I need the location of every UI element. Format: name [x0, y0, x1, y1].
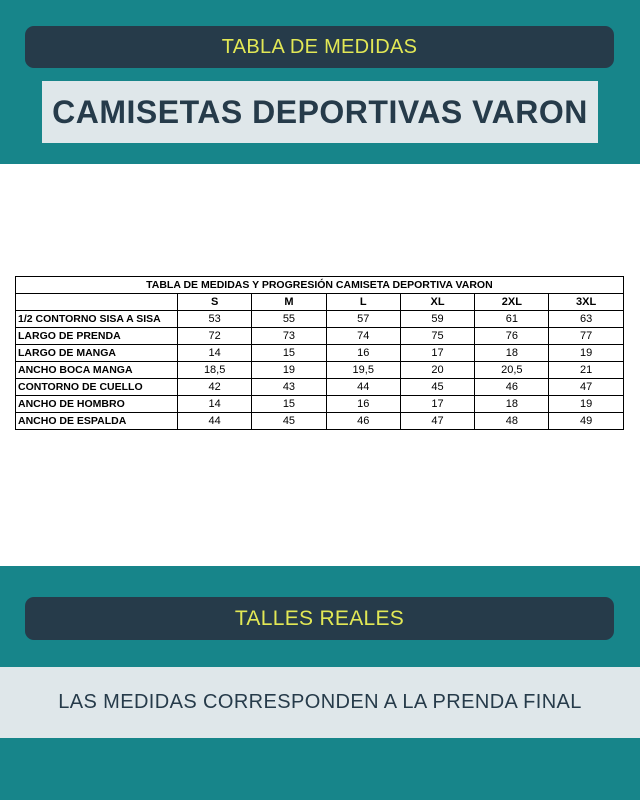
header-pill [25, 26, 614, 68]
table-caption-row [16, 277, 624, 294]
footer-pill [25, 597, 614, 640]
table-cell: 15 [252, 345, 326, 362]
table-cell: 14 [178, 345, 252, 362]
row-label: ANCHO DE ESPALDA [16, 413, 178, 430]
footer-note-box [0, 667, 640, 738]
table-cell: 44 [178, 413, 252, 430]
size-table-container [15, 276, 623, 430]
table-caption: TABLA DE MEDIDAS Y PROGRESIÓN CAMISETA DEPORTIVA VARON [16, 277, 624, 294]
table-row [16, 311, 624, 328]
table-cell: 45 [252, 413, 326, 430]
size-header: L [326, 294, 400, 311]
table-header-row [16, 294, 624, 311]
size-header: S [178, 294, 252, 311]
table-cell: 19 [252, 362, 326, 379]
table-cell: 72 [178, 328, 252, 345]
table-cell: 46 [475, 379, 549, 396]
table-corner-cell [16, 294, 178, 311]
footer-note: LAS MEDIDAS CORRESPONDEN A LA PRENDA FINAL [58, 691, 582, 713]
table-cell: 17 [400, 345, 474, 362]
table-cell: 74 [326, 328, 400, 345]
table-row [16, 345, 624, 362]
table-cell: 47 [400, 413, 474, 430]
table-cell: 21 [549, 362, 623, 379]
table-cell: 16 [326, 396, 400, 413]
size-header: M [252, 294, 326, 311]
table-cell: 55 [252, 311, 326, 328]
table-cell: 76 [475, 328, 549, 345]
size-header: XL [400, 294, 474, 311]
table-cell: 57 [326, 311, 400, 328]
row-label: CONTORNO DE CUELLO [16, 379, 178, 396]
table-cell: 61 [475, 311, 549, 328]
table-cell: 77 [549, 328, 623, 345]
footer-pill-label: TALLES REALES [234, 606, 405, 630]
table-cell: 20,5 [475, 362, 549, 379]
table-cell: 45 [400, 379, 474, 396]
table-row [16, 328, 624, 345]
table-cell: 19 [549, 345, 623, 362]
table-cell: 43 [252, 379, 326, 396]
table-cell: 59 [400, 311, 474, 328]
table-cell: 16 [326, 345, 400, 362]
size-header: 2XL [475, 294, 549, 311]
page-title-box [42, 81, 598, 143]
table-cell: 19 [549, 396, 623, 413]
page-title: CAMISETAS DEPORTIVAS VARON [52, 93, 588, 130]
table-cell: 20 [400, 362, 474, 379]
table-row [16, 362, 624, 379]
table-cell: 48 [475, 413, 549, 430]
table-cell: 75 [400, 328, 474, 345]
size-header: 3XL [549, 294, 623, 311]
table-cell: 47 [549, 379, 623, 396]
table-row [16, 396, 624, 413]
row-label: LARGO DE MANGA [16, 345, 178, 362]
table-cell: 14 [178, 396, 252, 413]
table-cell: 19,5 [326, 362, 400, 379]
table-cell: 53 [178, 311, 252, 328]
table-cell: 18 [475, 396, 549, 413]
table-cell: 17 [400, 396, 474, 413]
row-label: ANCHO DE HOMBRO [16, 396, 178, 413]
header-pill-label: TABLA DE MEDIDAS [221, 35, 418, 58]
table-row [16, 413, 624, 430]
size-table [15, 276, 624, 430]
row-label: ANCHO BOCA MANGA [16, 362, 178, 379]
table-cell: 49 [549, 413, 623, 430]
table-cell: 15 [252, 396, 326, 413]
row-label: 1/2 CONTORNO SISA A SISA [16, 311, 178, 328]
table-cell: 18 [475, 345, 549, 362]
table-cell: 18,5 [178, 362, 252, 379]
table-cell: 73 [252, 328, 326, 345]
table-cell: 46 [326, 413, 400, 430]
table-cell: 42 [178, 379, 252, 396]
table-cell: 44 [326, 379, 400, 396]
row-label: LARGO DE PRENDA [16, 328, 178, 345]
table-row [16, 379, 624, 396]
table-cell: 63 [549, 311, 623, 328]
